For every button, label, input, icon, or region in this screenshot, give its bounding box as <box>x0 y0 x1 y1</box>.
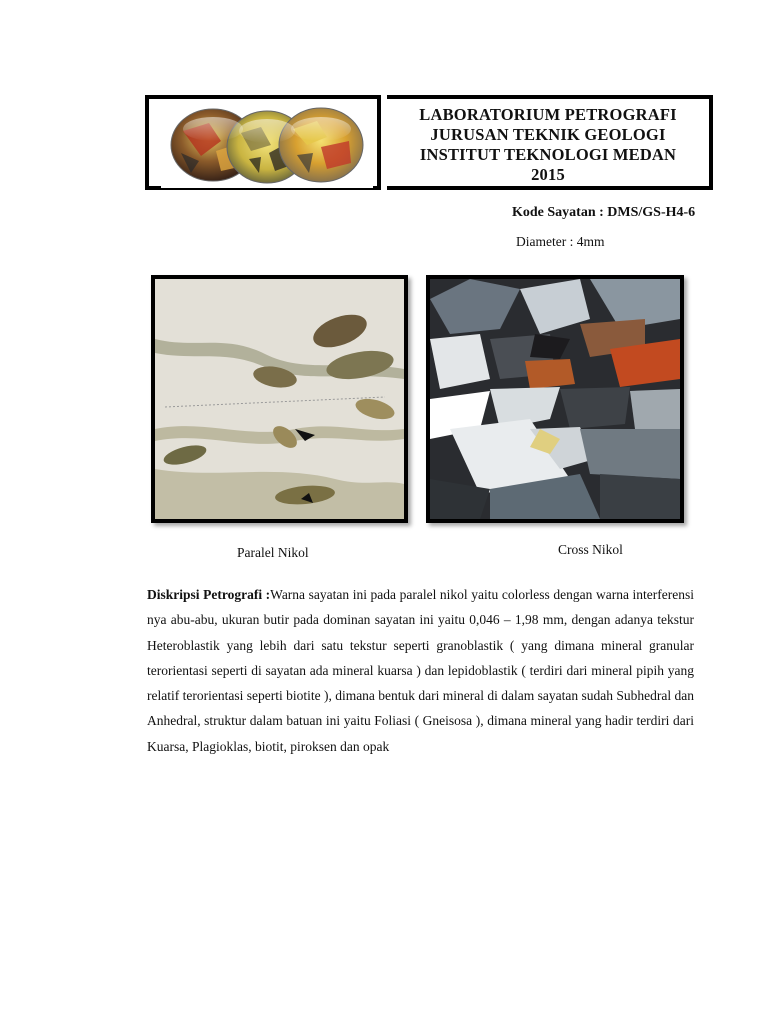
parallel-nicol-photo <box>151 275 408 523</box>
header-divider <box>377 95 387 190</box>
description-heading: Diskripsi Petrografi : <box>147 587 271 602</box>
lab-title-line1: LABORATORIUM PETROGRAFI <box>419 105 677 124</box>
lab-title-line3: INSTITUT TEKNOLOGI MEDAN <box>419 145 677 164</box>
lab-header <box>145 95 713 190</box>
petrography-description <box>147 582 694 759</box>
cross-nicol-caption: Cross Nikol <box>558 542 623 557</box>
lab-title <box>389 105 707 185</box>
lab-title-year: 2015 <box>531 165 565 184</box>
lab-logo <box>161 101 373 188</box>
description-body: Warna sayatan ini pada paralel nikol yaitu colorless dengan warna interferensi nya abu-abu, ukuran butir pada dominan sayatan ini yaitu 0,046 – 1,98 mm, dengan adanya tekstur Heteroblastik yang lebih dari satu tekstur seperti granoblastik ( yang dimana mineral granular terorientasi seperti di sayatan ada mineral kuarsa ) dan lepidoblastik ( terdiri dari mineral pipih yang relatif terorientasi seperti biotite ), dimana bentuk dari mineral di dalam sayatan sudah Subhedral dan Anhedral, struktur dalam batuan ini yaitu Foliasi ( Gneisosa ), dimana mineral yang hadir terdiri dari Kuarsa, Plagioklas, biotit, piroksen dan opak <box>147 587 694 754</box>
sample-code-label: Kode Sayatan : <box>512 205 608 220</box>
lab-title-line2: JURUSAN TEKNIK GEOLOGI <box>430 125 666 144</box>
thin-section-logo-image <box>161 101 373 188</box>
cross-nicol-photo <box>426 275 684 523</box>
sample-diameter: Diameter : 4mm <box>516 234 605 249</box>
sample-code-value: DMS/GS-H4-6 <box>607 205 696 220</box>
sample-code <box>512 205 695 221</box>
parallel-nicol-caption: Paralel Nikol <box>237 545 309 560</box>
